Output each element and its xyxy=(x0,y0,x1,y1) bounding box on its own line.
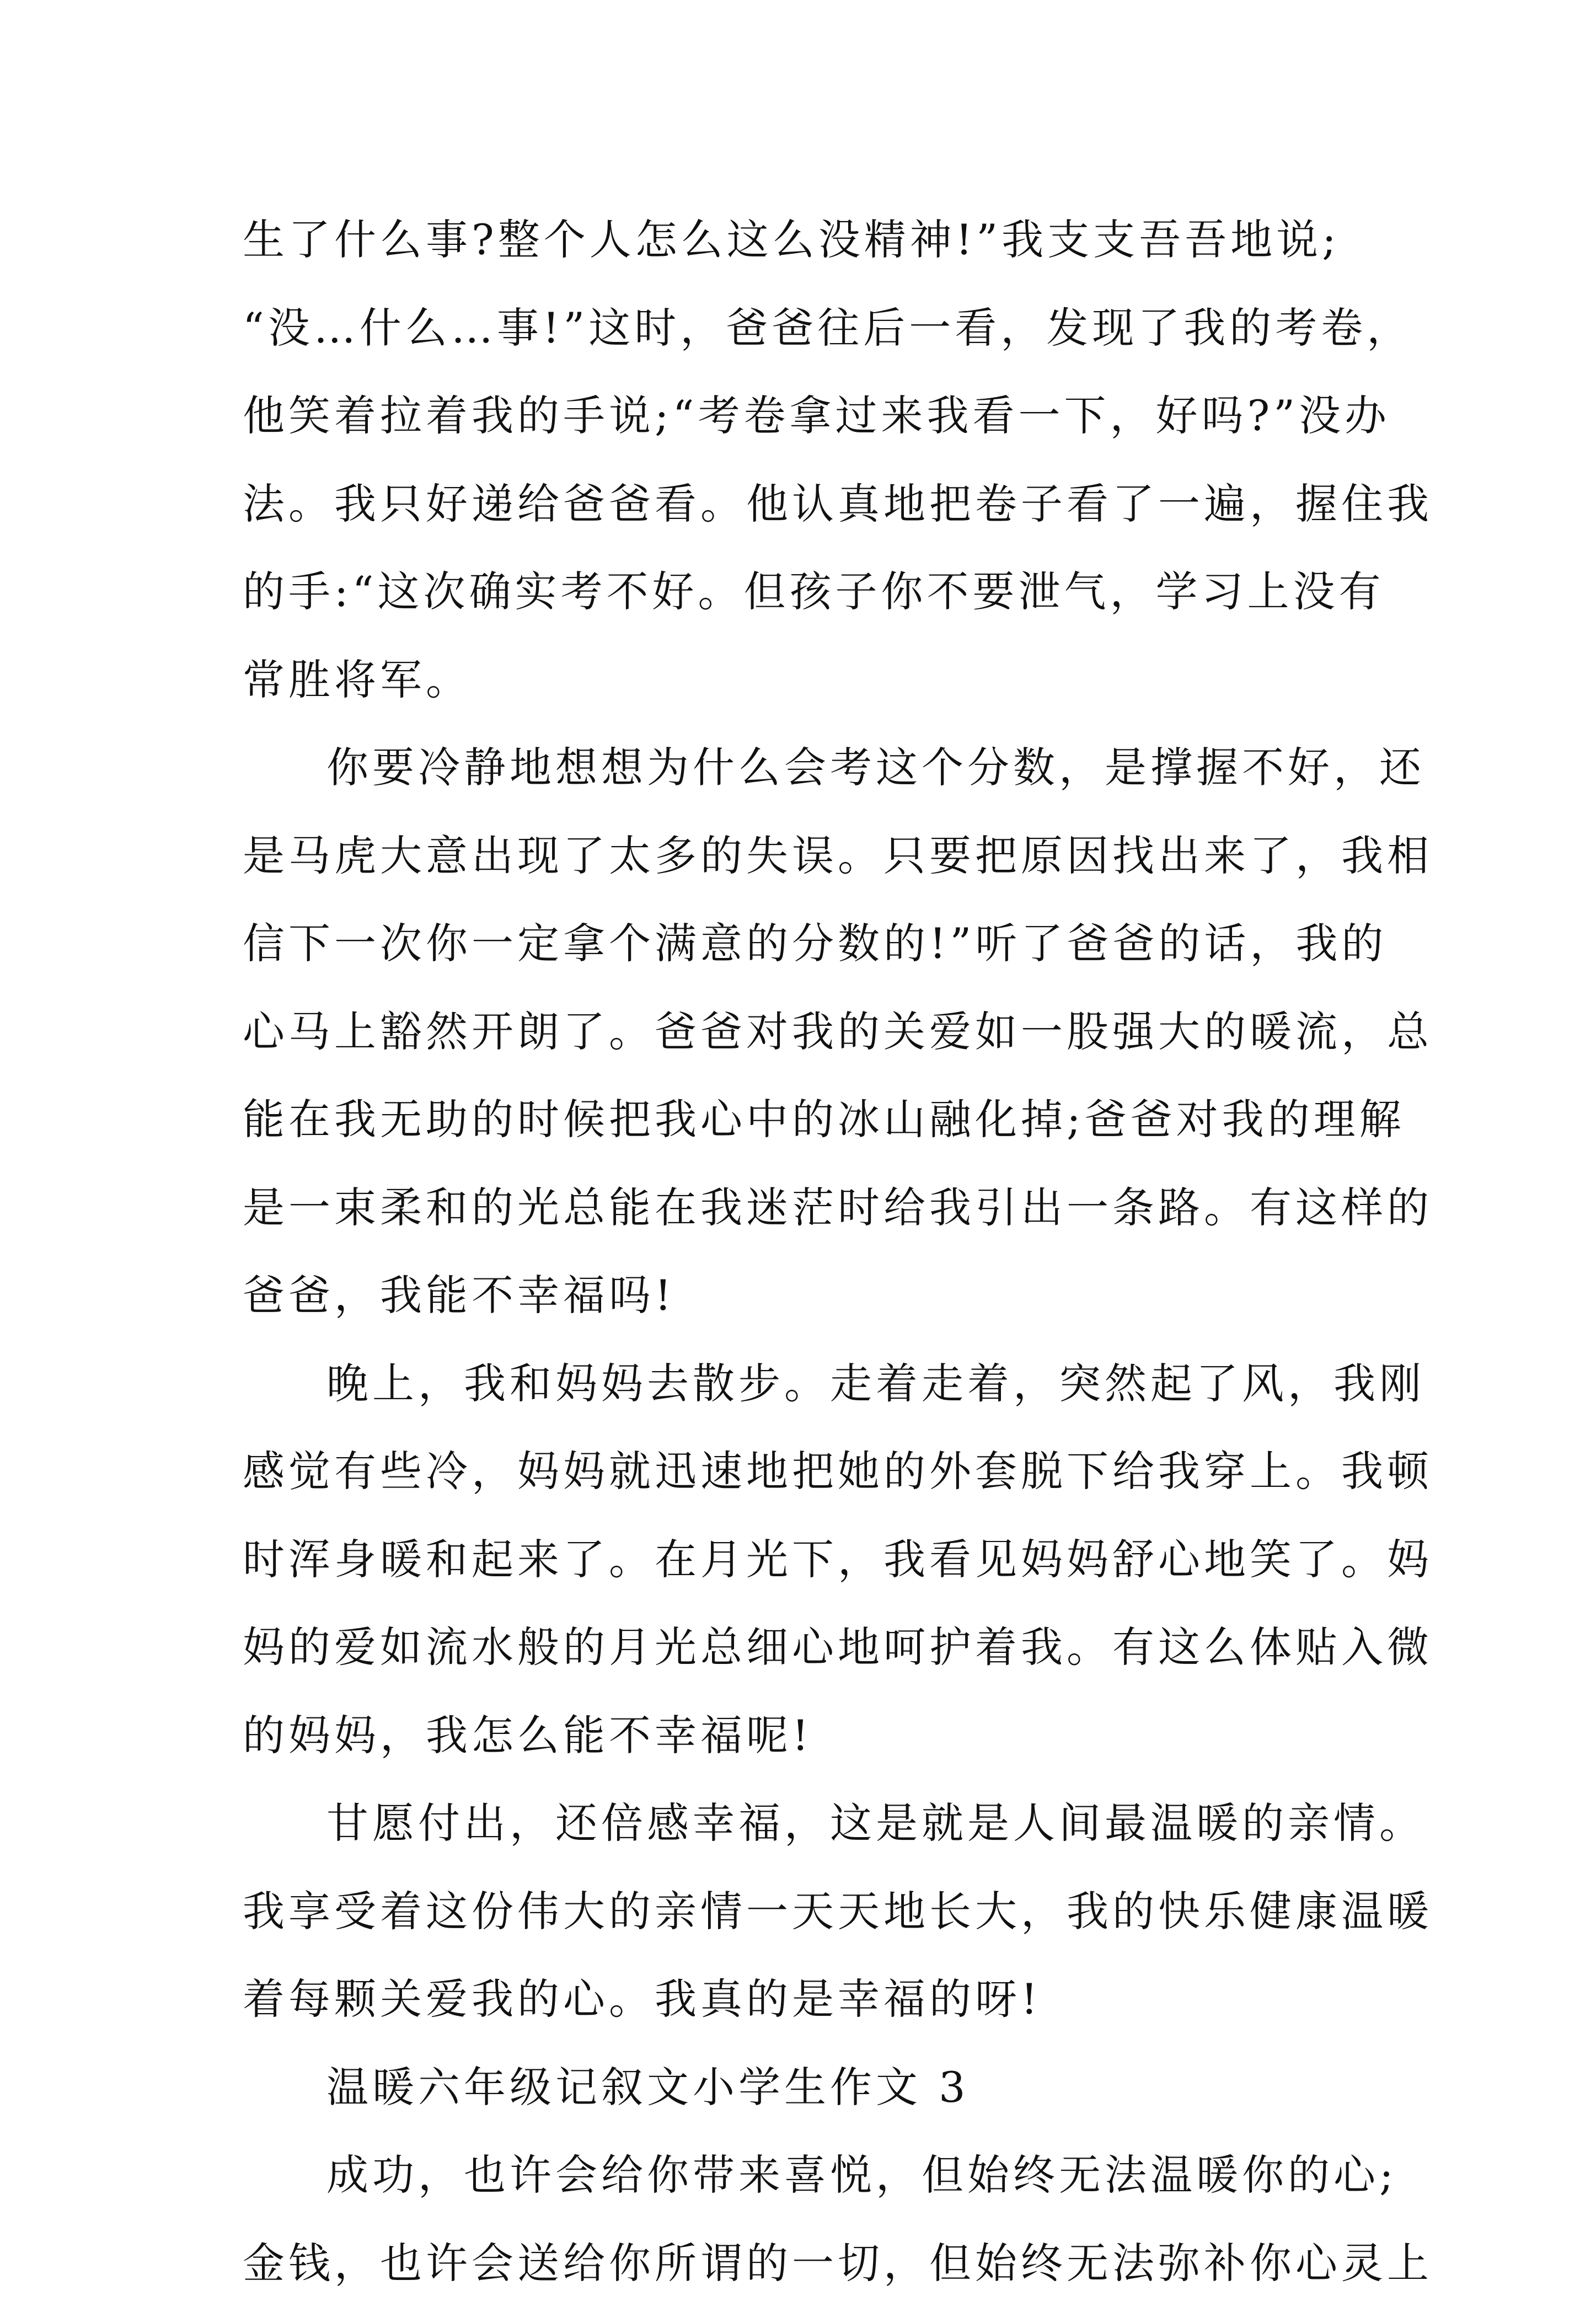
text-line: 爸爸，我能不幸福吗! xyxy=(243,1251,1357,1340)
paragraph-first-line: 你要冷静地想想为什么会考这个分数，是撑握不好，还 xyxy=(243,724,1357,812)
text-line: 心马上豁然开朗了。爸爸对我的关爱如一股强大的暖流，总 xyxy=(243,988,1357,1076)
text-line: 法。我只好递给爸爸看。他认真地把卷子看了一遍，握住我 xyxy=(243,460,1357,548)
text-line: 着每颗关爱我的心。我真的是幸福的呀! xyxy=(243,1955,1357,2043)
text-line: 妈的爱如流水般的月光总细心地呵护着我。有这么体贴入微 xyxy=(243,1603,1357,1692)
text-line: 能在我无助的时候把我心中的冰山融化掉;爸爸对我的理解 xyxy=(243,1075,1357,1164)
text-line: 的妈妈，我怎么能不幸福呢! xyxy=(243,1692,1357,1780)
text-line: 的手:“这次确实考不好。但孩子你不要泄气，学习上没有 xyxy=(243,548,1357,636)
text-line: 时浑身暖和起来了。在月光下，我看见妈妈舒心地笑了。妈 xyxy=(243,1516,1357,1604)
text-line: 生了什么事?整个人怎么这么没精神!”我支支吾吾地说; xyxy=(243,196,1357,284)
text-line: 信下一次你一定拿个满意的分数的!”听了爸爸的话，我的 xyxy=(243,900,1357,988)
text-line: 是一束柔和的光总能在我迷茫时给我引出一条路。有这样的 xyxy=(243,1164,1357,1252)
body-text xyxy=(243,196,1357,2307)
text-line: 我享受着这份伟大的亲情一天天地长大，我的快乐健康温暖 xyxy=(243,1867,1357,1956)
paragraph-first-line: 温暖六年级记叙文小学生作文 3 xyxy=(243,2043,1357,2132)
paragraph-first-line: 甘愿付出，还倍感幸福，这是就是人间最温暖的亲情。 xyxy=(243,1779,1357,1867)
text-line: 是马虎大意出现了太多的失误。只要把原因找出来了，我相 xyxy=(243,812,1357,900)
text-line: “没…什么…事!”这时，爸爸往后一看，发现了我的考卷， xyxy=(243,284,1357,372)
text-line: 常胜将军。 xyxy=(243,636,1357,724)
text-line: 金钱，也许会送给你所谓的一切，但始终无法弥补你心灵上 xyxy=(243,2219,1357,2307)
text-line: 感觉有些冷，妈妈就迅速地把她的外套脱下给我穿上。我顿 xyxy=(243,1427,1357,1516)
text-line: 他笑着拉着我的手说;“考卷拿过来我看一下，好吗?”没办 xyxy=(243,372,1357,460)
paragraph-first-line: 成功，也许会给你带来喜悦，但始终无法温暖你的心; xyxy=(243,2131,1357,2219)
paragraph-first-line: 晚上，我和妈妈去散步。走着走着，突然起了风，我刚 xyxy=(243,1340,1357,1428)
